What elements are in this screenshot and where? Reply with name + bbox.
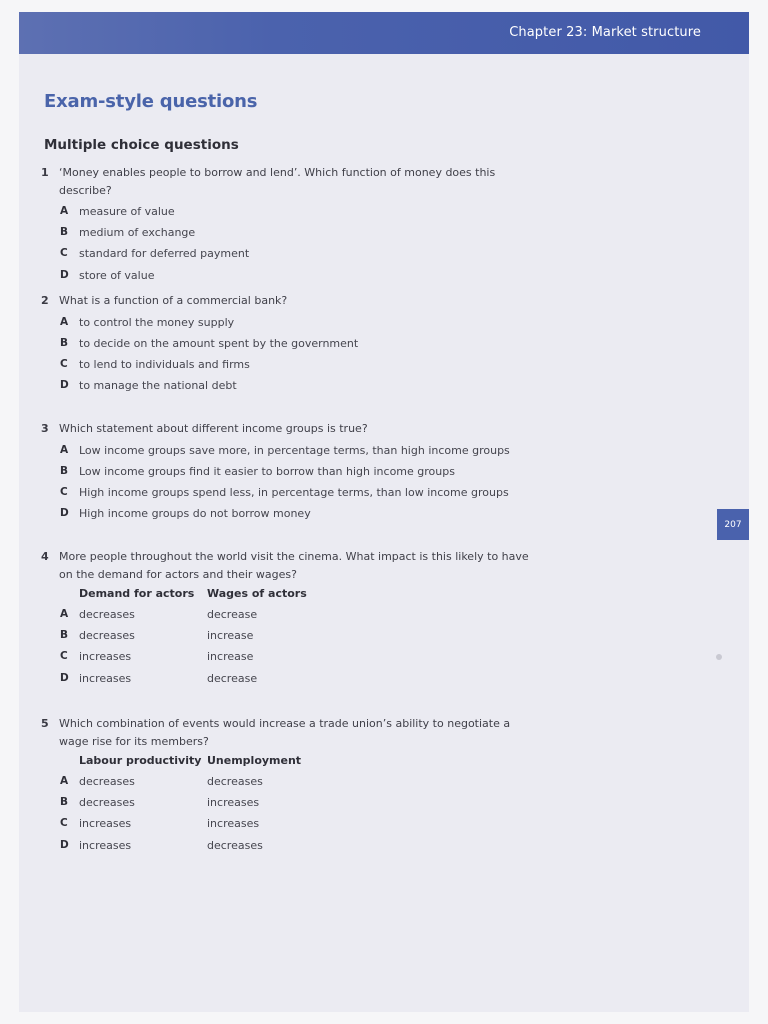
option-letter: A bbox=[60, 775, 69, 787]
question-text: Which combination of events would increase a trade union’s ability to negotiate a wage rise for its members? bbox=[59, 717, 511, 748]
option-b bbox=[41, 224, 541, 245]
option-text: Low income groups find it easier to borrow than high income groups bbox=[79, 464, 455, 478]
option-col1: increases bbox=[79, 838, 132, 852]
option-c bbox=[41, 356, 541, 377]
option-b bbox=[41, 335, 541, 356]
option-col2: increase bbox=[207, 629, 254, 643]
chapter-header-bar bbox=[19, 12, 749, 54]
option-col2: decrease bbox=[207, 608, 258, 621]
option-text: to manage the national debt bbox=[79, 379, 237, 393]
answer-options bbox=[41, 203, 541, 288]
option-letter: C bbox=[60, 357, 68, 370]
option-col1: decreases bbox=[79, 775, 135, 788]
option-d bbox=[41, 837, 541, 858]
option-letter: B bbox=[60, 226, 69, 239]
option-c bbox=[41, 815, 541, 836]
option-col2: decrease bbox=[207, 671, 258, 685]
chapter-title: Chapter 23: Market structure bbox=[509, 25, 701, 40]
option-a bbox=[41, 606, 541, 627]
option-letter: C bbox=[60, 650, 68, 663]
subsection-title: Multiple choice questions bbox=[44, 137, 239, 153]
question-1 bbox=[41, 164, 541, 288]
column-header: Wages of actors bbox=[207, 587, 307, 600]
column-header: Demand for actors bbox=[79, 587, 195, 600]
option-text: Low income groups save more, in percentage terms, than high income groups bbox=[79, 443, 510, 457]
column-header: Labour productivity bbox=[79, 754, 202, 767]
option-col2: decreases bbox=[207, 838, 263, 852]
question-text: More people throughout the world visit the cinema. What impact is this likely to have on the demand for actors and their wages? bbox=[59, 550, 529, 581]
option-col2: increase bbox=[207, 650, 254, 664]
option-letter: B bbox=[60, 336, 69, 349]
option-text: measure of value bbox=[79, 205, 175, 218]
option-a bbox=[41, 314, 541, 335]
question-4 bbox=[41, 548, 541, 691]
option-col1: increases bbox=[79, 817, 132, 831]
question-number: 4 bbox=[41, 550, 49, 563]
option-text: to control the money supply bbox=[79, 315, 235, 329]
question-number: 1 bbox=[41, 166, 49, 179]
option-c bbox=[41, 484, 541, 505]
scan-fade bbox=[38, 522, 538, 536]
option-b bbox=[41, 463, 541, 484]
option-d bbox=[41, 377, 541, 398]
option-letter: C bbox=[60, 817, 68, 830]
answer-table-header bbox=[41, 585, 541, 606]
column-header: Unemployment bbox=[207, 754, 302, 767]
option-letter: A bbox=[60, 315, 69, 328]
option-col2: increases bbox=[207, 817, 260, 831]
option-col1: decreases bbox=[79, 629, 135, 643]
page-number-tab: 207 bbox=[717, 509, 749, 540]
option-c bbox=[41, 245, 541, 266]
option-text: High income groups spend less, in percentage terms, than low income groups bbox=[79, 485, 509, 499]
answer-table-header bbox=[41, 752, 541, 773]
option-col1: decreases bbox=[79, 796, 135, 810]
option-letter: D bbox=[60, 838, 69, 851]
option-letter: C bbox=[60, 485, 68, 498]
page bbox=[19, 12, 749, 1012]
option-b bbox=[41, 794, 541, 815]
option-a bbox=[41, 773, 541, 794]
answer-options bbox=[41, 314, 541, 399]
question-2 bbox=[41, 292, 541, 398]
option-letter: B bbox=[60, 464, 69, 477]
question-text: Which statement about different income groups is true? bbox=[59, 422, 368, 435]
option-letter: D bbox=[60, 268, 69, 281]
option-col1: decreases bbox=[79, 608, 135, 621]
option-letter: B bbox=[60, 796, 69, 809]
section-title: Exam-style questions bbox=[44, 91, 258, 112]
question-number: 3 bbox=[41, 422, 49, 435]
option-text: to decide on the amount spent by the government bbox=[79, 336, 359, 350]
question-text: ‘Money enables people to borrow and lend’. Which function of money does this describe? bbox=[59, 166, 496, 197]
option-letter: D bbox=[60, 507, 69, 520]
option-letter: A bbox=[60, 608, 69, 620]
option-d bbox=[41, 267, 541, 288]
option-col2: decreases bbox=[207, 775, 263, 788]
option-letter: C bbox=[60, 247, 68, 260]
option-text: to lend to individuals and firms bbox=[79, 357, 250, 371]
option-a bbox=[41, 203, 541, 224]
question-number: 5 bbox=[41, 717, 49, 730]
question-text: What is a function of a commercial bank? bbox=[59, 294, 288, 307]
answer-options bbox=[41, 442, 541, 527]
question-5 bbox=[41, 715, 541, 858]
option-col1: increases bbox=[79, 650, 132, 664]
option-text: High income groups do not borrow money bbox=[79, 507, 311, 521]
option-col1: increases bbox=[79, 671, 132, 685]
option-text: medium of exchange bbox=[79, 226, 196, 240]
option-text: standard for deferred payment bbox=[79, 247, 250, 261]
option-b bbox=[41, 627, 541, 648]
option-letter: D bbox=[60, 671, 69, 684]
question-3 bbox=[41, 420, 541, 526]
option-letter: A bbox=[60, 205, 69, 217]
scan-speck bbox=[716, 654, 722, 660]
option-col2: increases bbox=[207, 796, 260, 810]
option-letter: D bbox=[60, 379, 69, 392]
option-d bbox=[41, 670, 541, 691]
option-c bbox=[41, 648, 541, 669]
option-a bbox=[41, 442, 541, 463]
option-letter: A bbox=[60, 443, 69, 456]
option-letter: B bbox=[60, 629, 69, 642]
option-text: store of value bbox=[79, 268, 155, 282]
question-number: 2 bbox=[41, 294, 49, 307]
